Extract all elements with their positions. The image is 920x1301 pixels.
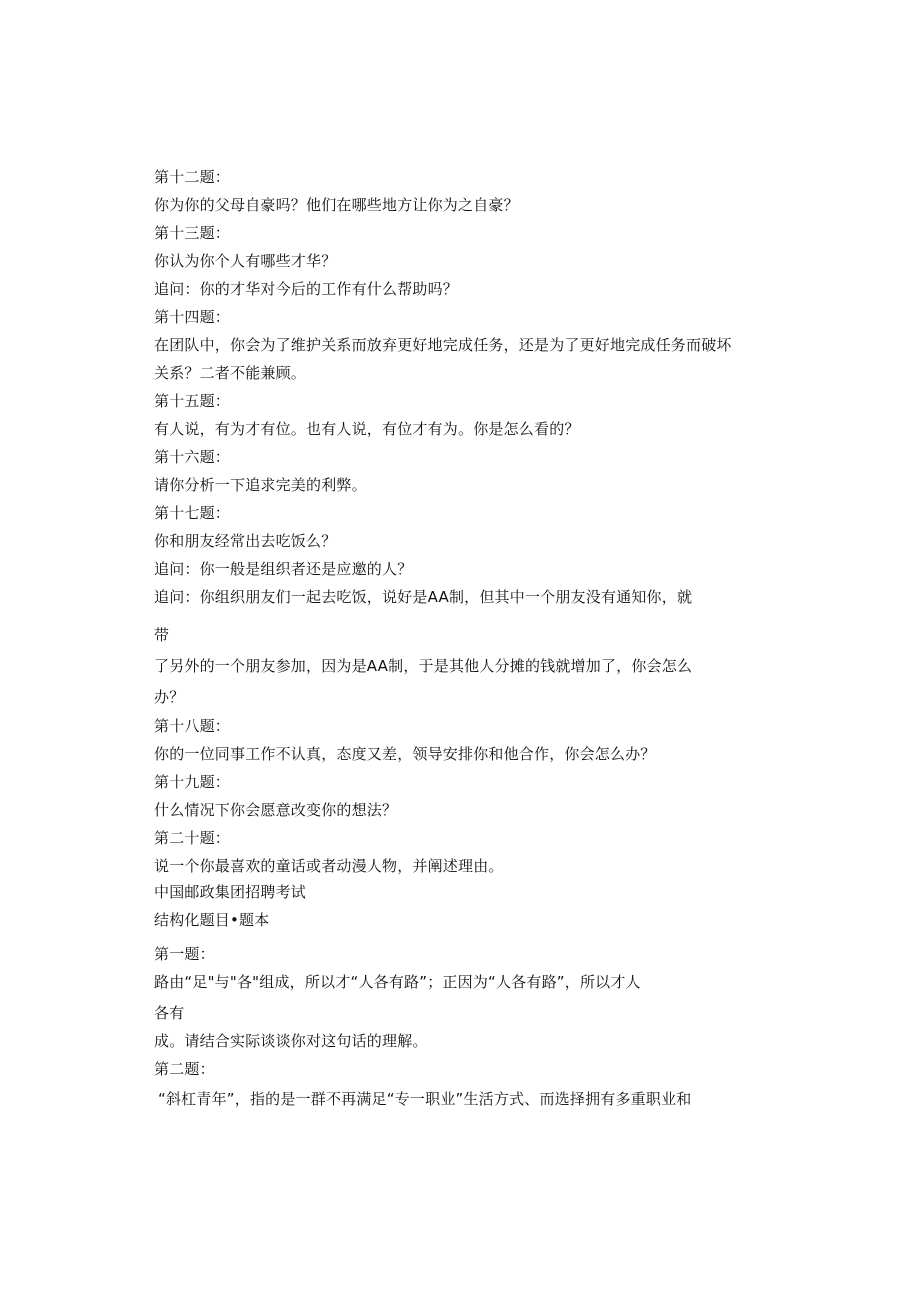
exam-subtitle: 结构化题目•题本: [154, 911, 270, 929]
question-13-text: 你认为你个人有哪些才华？: [154, 252, 337, 270]
question-17-followup-1: 追问：你一般是组织者还是应邀的人？: [154, 560, 413, 578]
question-15-heading: 第十五题：: [154, 392, 231, 410]
question-12-heading: 第十二题：: [154, 168, 231, 186]
question-2-text-line-1: “斜杠青年”，指的是一群不再满足“专一职业”生活方式、而选择拥有多重职业和: [158, 1090, 692, 1108]
question-19-text: 什么情况下你会愿意改变你的想法？: [154, 801, 398, 819]
question-14-text-line-1: 在团队中，你会为了维护关系而放弃更好地完成任务，还是为了更好地完成任务而破坏: [154, 336, 732, 354]
question-19-heading: 第十九题：: [154, 773, 231, 791]
question-16-heading: 第十六题：: [154, 448, 231, 466]
question-1-heading: 第一题：: [154, 945, 215, 963]
question-17-followup-2-line-1: 追问：你组织朋友们一起去吃饭，说好是AA制，但其中一个朋友没有通知你，就: [154, 588, 693, 606]
question-2-heading: 第二题：: [154, 1060, 215, 1078]
question-1-text-line-3: 成。请结合实际谈谈你对这句话的理解。: [154, 1032, 428, 1050]
question-1-text-line-1: 路由“足"与"各"组成，所以才“人各有路”；正因为“人各有路”，所以才人: [154, 973, 641, 991]
question-1-text-line-2: 各有: [154, 1004, 185, 1022]
question-12-text: 你为你的父母自豪吗？他们在哪些地方让你为之自豪？: [154, 196, 519, 214]
question-17-followup-2-line-4: 办？: [154, 688, 185, 706]
question-18-text: 你的一位同事工作不认真，态度又差，领导安排你和他合作，你会怎么办？: [154, 745, 656, 763]
exam-title: 中国邮政集团招聘考试: [154, 883, 307, 901]
question-14-text-line-2: 关系？二者不能兼顾。: [154, 364, 307, 382]
question-16-text: 请你分析一下追求完美的利弊。: [154, 476, 367, 494]
question-14-heading: 第十四题：: [154, 308, 231, 326]
question-17-heading: 第十七题：: [154, 504, 231, 522]
question-15-text: 有人说，有为才有位。也有人说，有位才有为。你是怎么看的？: [154, 420, 580, 438]
question-20-text: 说一个你最喜欢的童话或者动漫人物，并阐述理由。: [154, 857, 504, 875]
question-17-text: 你和朋友经常出去吃饭么？: [154, 532, 337, 550]
question-17-followup-2-line-3: 了另外的一个朋友参加，因为是AA制，于是其他人分摊的钱就增加了，你会怎么: [154, 657, 693, 675]
question-20-heading: 第二十题：: [154, 829, 231, 847]
question-18-heading: 第十八题：: [154, 717, 231, 735]
question-13-heading: 第十三题：: [154, 224, 231, 242]
question-17-followup-2-line-2: 带: [154, 626, 170, 644]
question-13-followup: 追问：你的才华对今后的工作有什么帮助吗？: [154, 280, 459, 298]
